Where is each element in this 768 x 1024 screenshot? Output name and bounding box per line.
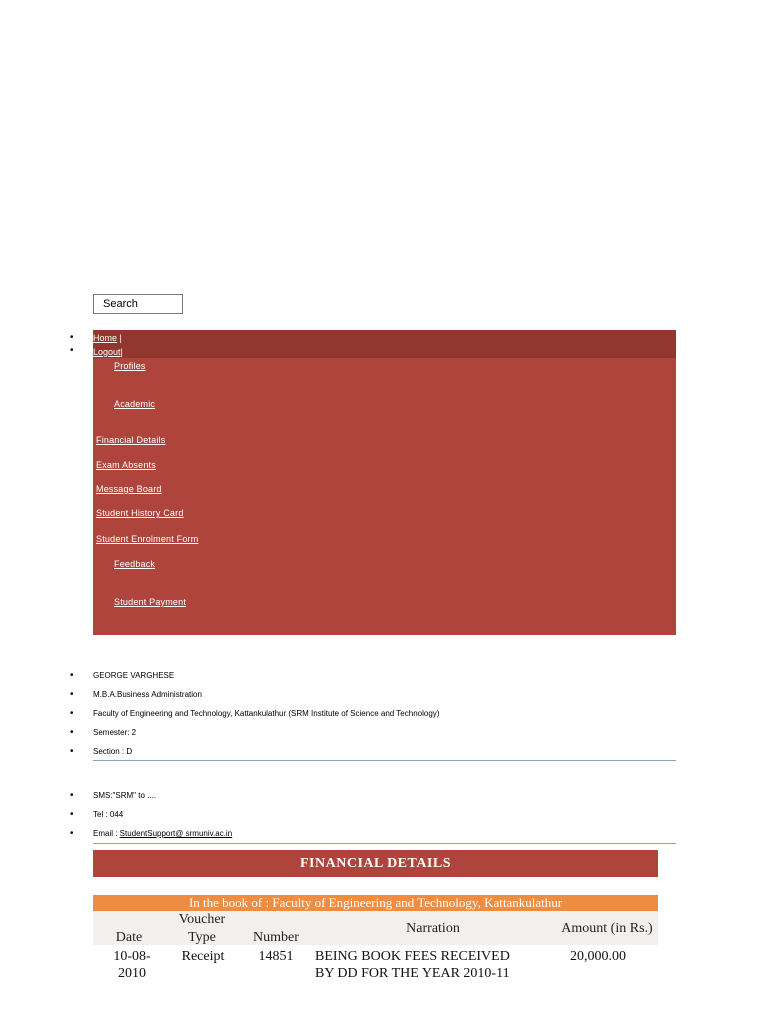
menu-panel [93,358,676,635]
student-section: Section : D [93,747,133,756]
top-nav-bar [93,330,676,358]
menu-item-student-payment[interactable]: Student Payment [114,597,187,607]
contact-email-label: Email : [93,829,120,838]
menu-item-academic[interactable]: Academic [114,399,156,409]
home-link[interactable]: Home [93,333,118,343]
bullet-icon: • [70,727,74,738]
divider [93,760,676,761]
bullet-icon: • [70,670,74,681]
search-input[interactable]: Search [93,294,183,314]
row-narration-line1: BEING BOOK FEES RECEIVED [315,949,510,964]
book-of-bar: In the book of : Faculty of Engineering and Technology, Kattankulathur [93,895,658,911]
contact-tel: Tel : 044 [93,810,124,819]
bullet-icon: • [70,332,74,343]
row-number: 14851 [258,949,294,964]
student-faculty: Faculty of Engineering and Technology, Kattankulathur (SRM Institute of Science and Technology) [93,709,440,718]
bullet-icon: • [70,708,74,719]
student-program: M.B.A.Business Administration [93,690,202,699]
row-narration-line2: BY DD FOR THE YEAR 2010-11 [315,966,510,981]
student-semester: Semester: 2 [93,728,137,737]
column-narration: Narration [406,921,460,936]
row-date-line2: 2010 [118,966,146,981]
row-amount: 20,000.00 [570,949,626,964]
column-number: Number [253,930,299,945]
home-separator: | [117,333,122,343]
row-voucher-type: Receipt [181,949,225,964]
menu-item-student-enrolment-form[interactable]: Student Enrolment Form [96,534,199,544]
menu-item-exam-absents[interactable]: Exam Absents [96,460,156,470]
bullet-icon: • [70,689,74,700]
column-amount: Amount (in Rs.) [561,921,653,936]
logout-link[interactable]: Logout| [93,347,123,357]
contact-email-link[interactable]: StudentSupport@ srmuniv.ac.in [119,829,233,838]
column-voucher-type-line2: Type [188,930,216,945]
column-voucher-type-line1: Voucher [178,912,226,927]
contact-sms: SMS:"SRM" to .... [93,791,157,800]
table-header [93,911,658,945]
bullet-icon: • [70,345,74,356]
column-date: Date [115,930,143,945]
student-name: GEORGE VARGHESE [93,671,175,680]
divider [93,843,676,844]
bullet-icon: • [70,790,74,801]
menu-item-profiles[interactable]: Profiles [114,361,146,371]
menu-item-student-history-card[interactable]: Student History Card [96,508,184,518]
bullet-icon: • [70,809,74,820]
row-date-line1: 10-08- [113,949,151,964]
menu-item-feedback[interactable]: Feedback [114,559,156,569]
contact-email-row [93,829,232,838]
financial-details-title: FINANCIAL DETAILS [93,850,658,877]
bullet-icon: • [70,746,74,757]
menu-item-message-board[interactable]: Message Board [96,484,162,494]
bullet-icon: • [70,828,74,839]
menu-item-financial-details[interactable]: Financial Details [96,435,166,445]
